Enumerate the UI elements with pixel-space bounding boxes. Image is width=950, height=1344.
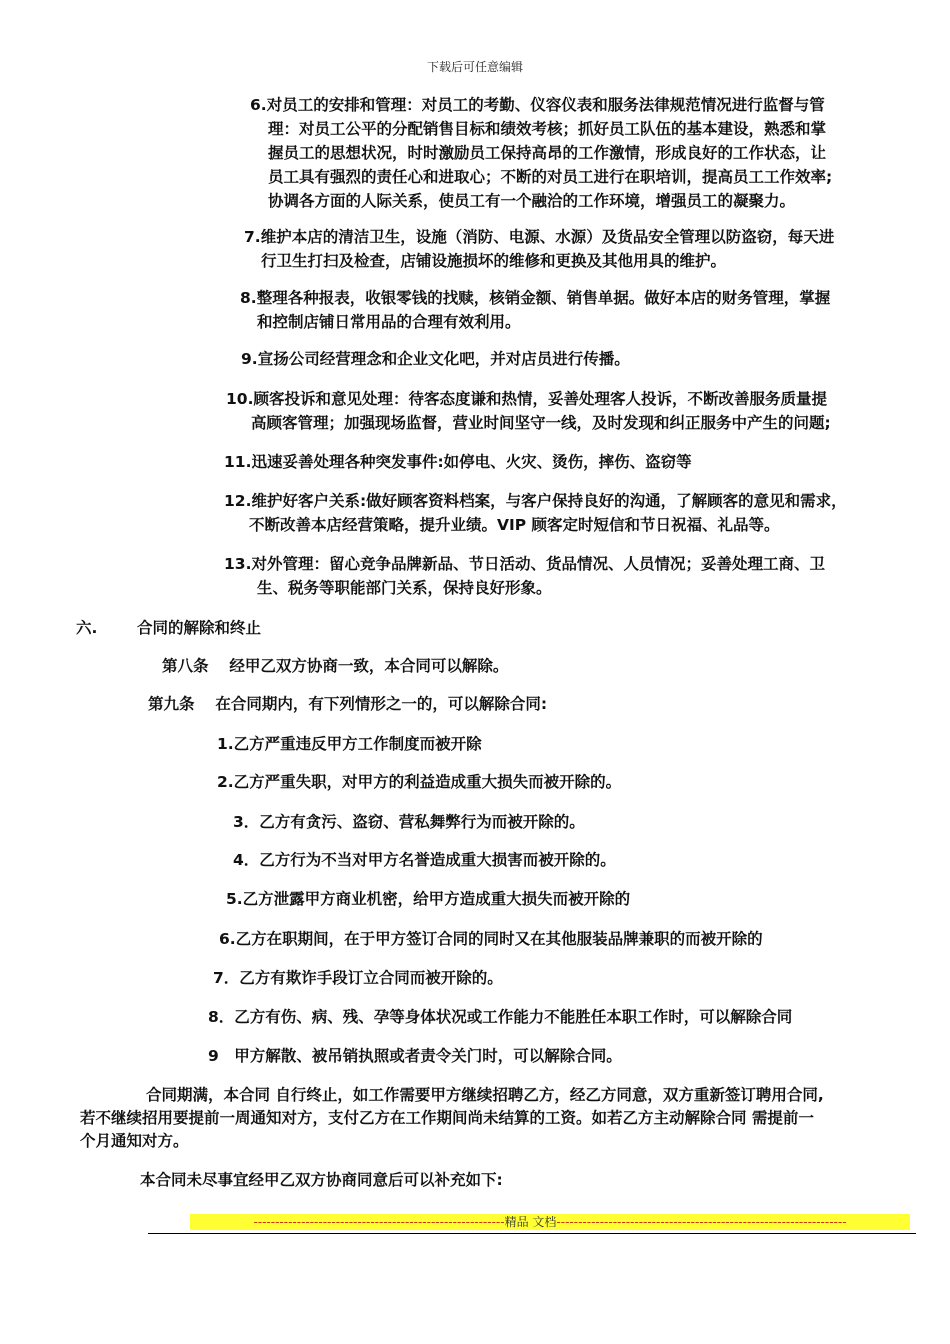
duty-number: 9. [241,350,258,368]
duty-number: 12. [224,492,252,510]
duty-text: 不断改善本店经营策略，提升业绩。VIP 顾客定时短信和节日祝福、礼品等。 [249,516,780,534]
termination-item: 3．乙方有贪污、盗窃、营私舞弊行为而被开除的。 [233,813,585,831]
page-header-note: 下载后可任意编辑 [426,60,523,74]
duty-text: 握员工的思想状况，时时激励员工保持高昂的工作激情，形成良好的工作状态，让 [268,144,827,162]
termination-item: 7．乙方有欺诈手段订立合同而被开除的。 [213,969,503,987]
duty-item-8 [240,286,830,334]
duty-text: 维护好客户关系:做好顾客资料档案，与客户保持良好的沟通，了解顾客的意见和需求， [251,492,847,510]
termination-item: 9 甲方解散、被吊销执照或者责令关门时，可以解除合同。 [208,1047,622,1065]
duty-number: 8. [240,289,257,307]
duty-text: 理：对员工公平的分配销售目标和绩效考核；抓好员工队伍的基本建设，熟悉和掌 [268,120,827,138]
duty-number: 11. [224,453,252,471]
section-number: 六. [76,619,98,637]
termination-item: 8．乙方有伤、病、残、孕等身体状况或工作能力不能胜任本职工作时，可以解除合同 [208,1008,793,1026]
expiry-paragraph-line: 合同期满，本合同 自行终止，如工作需要甲方继续招聘乙方，经乙方同意，双方重新签订聘用合同, [146,1086,824,1104]
duty-text: 整理各种报表，收银零钱的找赎，核销金额、销售单据。做好本店的财务管理，掌握 [256,289,831,307]
termination-item: 4．乙方行为不当对甲方名誉造成重大损害而被开除的。 [233,851,616,869]
duty-item-12 [224,489,847,537]
duty-text: 协调各方面的人际关系，使员工有一个融洽的工作环境，增强员工的凝聚力。 [268,192,796,210]
duty-text: 顾客投诉和意见处理：待客态度谦和热情，妥善处理客人投诉，不断改善服务质量提 [253,390,827,408]
termination-item: 5.乙方泄露甲方商业机密，给甲方造成重大损失而被开除的 [226,890,631,908]
article-9: 第九条 在合同期内，有下列情形之一的，可以解除合同: [148,695,548,713]
duty-text: 和控制店铺日常用品的合理有效利用。 [257,313,521,331]
duty-text: 迅速妥善处理各种突发事件:如停电、火灾、烫伤，摔伤、盗窃等 [251,453,692,471]
duty-text: 维护本店的清洁卫生，设施（消防、电源、水源）及货品安全管理以防盗窃，每天进 [260,228,835,246]
footer-divider [148,1233,916,1234]
duty-number: 10. [226,390,254,408]
supplement-line: 本合同未尽事宜经甲乙双方协商同意后可以补充如下: [140,1171,503,1189]
duty-item-13 [224,552,825,600]
duty-item-10 [226,387,831,435]
duty-text: 员工具有强烈的责任心和进取心；不断的对员工进行在职培训，提高员工工作效率; [268,168,833,186]
duty-text: 高顾客管理；加强现场监督，营业时间坚守一线，及时发现和纠正服务中产生的问题; [251,414,831,432]
duty-text: 对外管理：留心竞争品牌新品、节日活动、货品情况、人员情况；妥善处理工商、卫 [251,555,825,573]
expiry-paragraph-line: 若不继续招用要提前一周通知对方，支付乙方在工作期间尚未结算的工资。如若乙方主动解除合同 需提前一 [80,1109,814,1127]
section-title: 合同的解除和终止 [137,619,262,637]
duty-number: 7. [244,228,261,246]
footer-watermark-band [190,1214,910,1230]
footer-dashes-right: ------------------------------------------------------------------- [556,1215,847,1229]
duty-item-11 [224,450,692,474]
duty-item-6 [250,93,832,213]
duty-text: 生、税务等职能部门关系，保持良好形象。 [257,579,552,597]
duty-number: 13. [224,555,252,573]
termination-item: 2.乙方严重失职，对甲方的利益造成重大损失而被开除的。 [217,773,622,791]
duty-text: 宣扬公司经营理念和企业文化吧，并对店员进行传播。 [257,350,630,368]
duty-item-7 [244,225,834,273]
duty-text: 对员工的安排和管理：对员工的考勤、仪容仪表和服务法律规范情况进行监督与管 [266,96,825,114]
expiry-paragraph-line: 个月通知对方。 [80,1132,189,1150]
article-8: 第八条 经甲乙双方协商一致，本合同可以解除。 [162,657,509,675]
termination-item: 6.乙方在职期间，在于甲方签订合同的同时又在其他服装品牌兼职的而被开除的 [219,930,763,948]
footer-label: 精品 文档 [504,1215,557,1229]
termination-item: 1.乙方严重违反甲方工作制度而被开除 [217,735,482,753]
duty-item-9 [241,347,630,371]
duty-number: 6. [250,96,267,114]
duty-text: 行卫生打扫及检查，店铺设施损坏的维修和更换及其他用具的维护。 [261,252,727,270]
footer-dashes-left: ---------------------------------------------------------- [253,1215,505,1229]
